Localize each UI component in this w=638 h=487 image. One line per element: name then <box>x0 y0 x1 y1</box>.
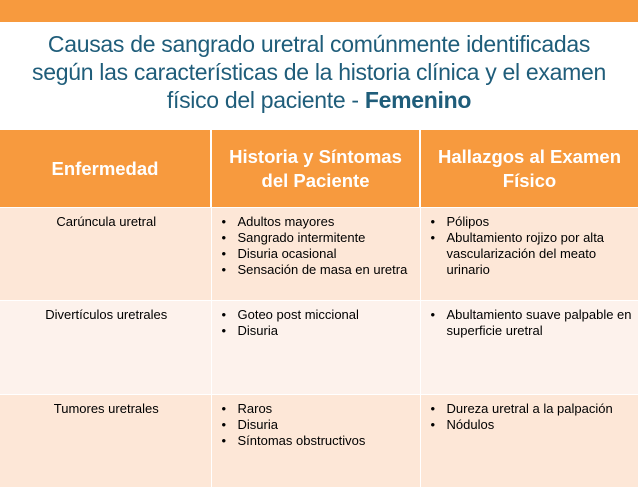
findings-item: • Pólipos <box>443 214 633 230</box>
table-row <box>0 395 638 487</box>
disease-cell: Carúncula uretral <box>0 208 211 301</box>
history-cell <box>211 208 420 301</box>
header-history: Historia y Síntomas del Paciente <box>211 130 420 208</box>
history-item: • Disuria <box>234 323 414 339</box>
title-line-3 <box>0 86 638 114</box>
findings-cell <box>420 208 638 301</box>
history-item: • Disuria <box>234 417 414 433</box>
findings-item: • Nódulos <box>443 417 633 433</box>
top-accent-bar <box>0 0 638 22</box>
history-item: • Adultos mayores <box>234 214 414 230</box>
title-line-3-prefix: físico del paciente - <box>167 87 365 113</box>
history-item: • Síntomas obstructivos <box>234 433 414 449</box>
title-line-2: según las características de la historia clínica y el examen <box>0 58 638 86</box>
history-cell <box>211 301 420 395</box>
findings-item: • Abultamiento suave palpable en superficie uretral <box>443 307 633 339</box>
history-cell <box>211 395 420 487</box>
slide-title <box>0 30 638 114</box>
history-item: • Goteo post miccional <box>234 307 414 323</box>
history-item: • Sangrado intermitente <box>234 230 414 246</box>
table-row <box>0 208 638 301</box>
header-findings: Hallazgos al Examen Físico <box>420 130 638 208</box>
table-header-row <box>0 130 638 208</box>
findings-cell <box>420 301 638 395</box>
disease-cell: Divertículos uretrales <box>0 301 211 395</box>
history-item: • Sensación de masa en uretra <box>234 262 414 278</box>
disease-cell: Tumores uretrales <box>0 395 211 487</box>
causes-table <box>0 130 638 487</box>
findings-item: • Dureza uretral a la palpación <box>443 401 633 417</box>
findings-cell <box>420 395 638 487</box>
table-row <box>0 301 638 395</box>
title-line-1: Causas de sangrado uretral comúnmente identificadas <box>0 30 638 58</box>
title-highlight-femenino: Femenino <box>365 87 471 113</box>
header-disease: Enfermedad <box>0 130 211 208</box>
history-item: • Disuria ocasional <box>234 246 414 262</box>
findings-item: • Abultamiento rojizo por alta vascularización del meato urinario <box>443 230 633 278</box>
history-item: • Raros <box>234 401 414 417</box>
